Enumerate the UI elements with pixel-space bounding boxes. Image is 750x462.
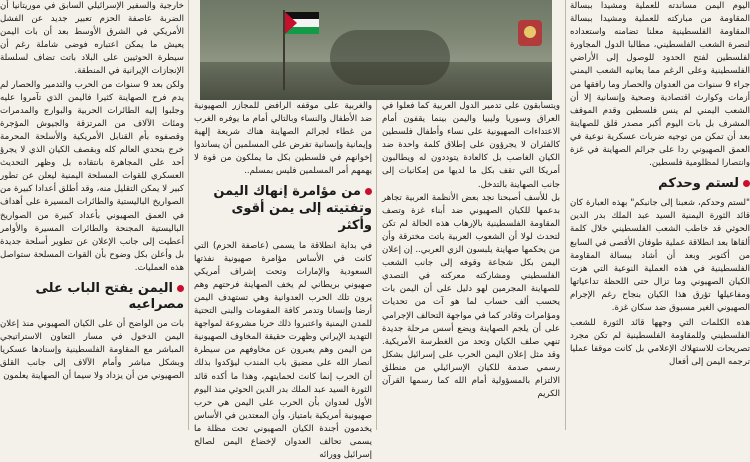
- palestine-flag-icon: [285, 12, 319, 34]
- column-paragraph: ولكن بعد 9 سنوات من الحرب والتدمير والحصار لم يدم فرح الصهاينة كثيرا فاليمن الذي تآمروا عليه وجلبوا إليه الطائرات الحربية والبوارج والمدمرات ومئات الآلاف من المرتزقة والجيوش المؤجرة وقصفوه بأم القنابل الأمريكية والأسلحة المحرمة خرج بتحدي العالم كله وبقصف الكيان الذي لا يجرؤ أحد على المجاهرة بانتقاده بل وظهر التحديث العسكري للقوات المسلحة اليمنية ليعلن عن تطور كبير لا يمكن التقليل منه، وقد أطلق أعدادا كبيرة من الصواريخ الباليستية والطائرات المسيرة على أهداف في العمق الصهيوني بأعداد كبيرة من الصواريخ الباليستية المجنحة والطائرات المسيرة والأوامر أعطيت إلى جانب الإعلان عن تطوير أسلحة جديدة بل وأعلن بكل وضوح بأن القوات المسلحة ستواصل هذه العمليات.: [0, 79, 185, 273]
- article-column-4: [0, 0, 184, 430]
- column-paragraph: بل للأسف أصبحنا نجد بعض الأنظمة العربية تجاهر بدعمها للكيان الصهيوني ضد أبناء غزة وتصف المقاومة الفلسطينية بالإرهاب هذه الحالة لم تكن لتحدث لولا أن الشعوب العربية باتت مخترقة وأن من يحكمها صهاينة يلبسون الزي العربي.. إن إعلان اليمن بكل شجاعة وقوفه إلى جانب الشعب الفلسطيني ومشاركته معركته في التصدي للصهاينة المجرمين لهو دليل على أن اليمن بات يحسب ألف حساب لما هو آت من تحديات ومؤامرات وقادر كما في مواجهة التحالف الإجرامي على أن يلجم الصهاينة ويضع أسس مرحلة جديدة تنهي صلف الكيان وتحد من الغطرسة الأمريكية. وقد مثل إعلان اليمن الحرب على إسرائيل بشكل رسمي صدمة للكيان الإسرائيلي من منطلق الالتزام بالمسؤولية أمام الله كما رسمها القرآن الكريم: [382, 192, 560, 400]
- subheading-text: لستم وحدكم: [658, 176, 739, 192]
- column-divider: [565, 0, 566, 430]
- subheading-you-are-not-alone: [570, 176, 750, 192]
- article-column-1: [570, 0, 750, 430]
- column-paragraph: خارجية والسفير الإسرائيلي السابق في موريتانيا أن الضربة عاصفة الحزم تعبير جديد عن الفشل الأمريكي في الشرق الأوسط بعد أن بات اليمن يعيش ما يمكن اعتباره فوضى شاملة رغم أن سيطرة الحوثيين على البلاد باتت تضاف لسلسلة الإنجازات الإيرانية في المنطقة.: [0, 1, 184, 77]
- column-paragraph: بات من الواضح أن على الكيان الصهيوني منذ إعلان اليمن الدخول في مسار التعاون الاستراتيجي المباشر مع المقاومة الفلسطينية وإسنادها عسكريا وبشكل مباشر وأمام الآلاف إلى جانب القلق الصهيوني من أن يزداد ولا سيما أن الصهاينة يعلمون: [0, 318, 184, 382]
- column-divider: [376, 100, 377, 430]
- column-paragraph: والغربية على موقفه الرافض للمجازر الصهيونية ضد الأطفال والنساء وبالتالي أمام ما يوفره الغرب من غطاء لجرائم الصهاينة هناك شريعة إلهية وإيمانية وإنسانية تفرض على المسلمين أن يساندوا إخوانهم في فلسطين بكل ما يملكون من قوة لا يهمهم أمر المسلمين فليس بمسلم..: [194, 101, 372, 177]
- column-paragraph: هذه الكلمات التي وجهها قائد الثورة للشعب الفلسطيني وللمقاومة الفلسطينية لم تكن مجرد تصريحات للاستهلاك الإعلامي بل كانت موقفا عمليا ترجمه اليمن إلى أفعال: [570, 318, 750, 368]
- bullet-icon: [365, 188, 372, 195]
- article-column-3: [194, 100, 372, 461]
- column-paragraph: "لستم وحدكم، شعبنا إلى جانبكم" بهذه العبارة كان قائد الثورة اليمنية السيد عبد الملك بدر الدين الحوثي قد خاطب الشعب الفلسطيني خلال كلمة ألقاها بعد انطلاقة عملية طوفان الأقصى في السابع من أكتوبر وبعد أن أشاد ببسالة المقاومة الفلسطينية في هذه العملية النوعية التي هزت الكيان الصهيوني وما تزال حتى اللحظة تداعياتها ومفاعيلها تؤرق هذا الكيان بنجاح رغم الإجرام الصهيوني الغير مسبوق ضد سكان غزة.: [570, 198, 750, 313]
- article-column-2: [382, 100, 560, 430]
- subheading-text: من مؤامرة إنهاك اليمن وتفتيته إلى يمن أقوى وأكثر: [213, 183, 372, 233]
- bullet-icon: [743, 180, 750, 187]
- photo-shadow-region: [200, 62, 552, 100]
- subheading-text: اليمن يفتح الباب على مصراعيه: [35, 280, 184, 312]
- emblem-icon: [518, 20, 542, 46]
- subheading-conspiracy: [194, 183, 372, 234]
- column-paragraph: ويتسابقون على تدمير الدول العربية كما فعلوا في العراق وسوريا وليبيا واليمن بينما يقفون أمام الاعتداءات الصهيونية على نساء وأطفال فلسطين كالفئران لا يجرؤون على إطلاق كلمة واحدة ضد الكيان الغاصب بل كالعادة يتوددون له ويطالبون أمريكا التي تقف بكل ما لديها من إمكانيات إلى جانب الصهاينة بالتدخل.: [382, 101, 560, 190]
- subheading-yemen-opens-door: [0, 281, 184, 313]
- column-divider: [188, 0, 189, 430]
- column-paragraph: في بداية انطلاقة ما يسمى (عاصفة الحزم) التي كانت في الأساس مؤامرة صهيونية نفذتها السعودية والإمارات وتحت إشراف أمريكي صهيوني بريطاني لم يخف الصهاينة فرحتهم وهم يرون تلك الحرب العدوانية وهي تستهدف اليمن أرضا وإنسانا وتدمر كافة المقومات والبنى التحتية للمدن اليمنية واعتبروا ذلك حربا مشروعة لمواجهة التهديد الإيراني وظهرت حقيقة المخاوف الصهيونية من اليمن وهم يعبرون عن مخاوفهم من سيطرة أنصار الله على مضيق باب المندب ليؤكدوا بذلك أن الحرب إنما كانت لحمايتهم، وهذا ما أكده قائد الثورة السيد عبد الملك بدر الدين الحوثي منذ اليوم الأول لعدوان بأن الحرب على اليمن هي حرب صهيونية أمريكية بامتياز، وأن المعتدين في الأساس يخدمون أجندة الكيان الصهيوني تحت مظلة ما يسمى تحالف العدوان لإخضاع اليمن لصالح إسرائيل وورائه: [194, 240, 372, 461]
- bullet-icon: [177, 285, 184, 292]
- column-paragraph: اليوم اليمن مساندته للعملية ومشيدا ببسالة المقاومة من مباركته للعملية ومشيدا ببسالة المقاومة الفلسطينية معلنا تضامنه واستعداده لنصرة الشعب الفلسطيني، مطالبا الدول المجاورة لفلسطين لفتح الحدود للوصول إلى الأراضي الفلسطينية وعلى الرغم مما يعانيه الشعب اليمني جراء 9 سنوات من العدوان والحصار وما رافقها من أزمات وكوارث اقتصادية وصحية وإنسانية إلا أن الشعب اليمني لم ينس فلسطين وقدم الموقف المشرف بل بات اليوم أكبر مصدر قلق للصهاينة بعد أن تمكن من توجيه ضربات عسكرية نوعية في العمق الصهيوني ردا على جرائم الصهاينة في غزة وانتصارا لمظلومية فلسطين.: [570, 1, 750, 169]
- news-photo: [200, 0, 552, 100]
